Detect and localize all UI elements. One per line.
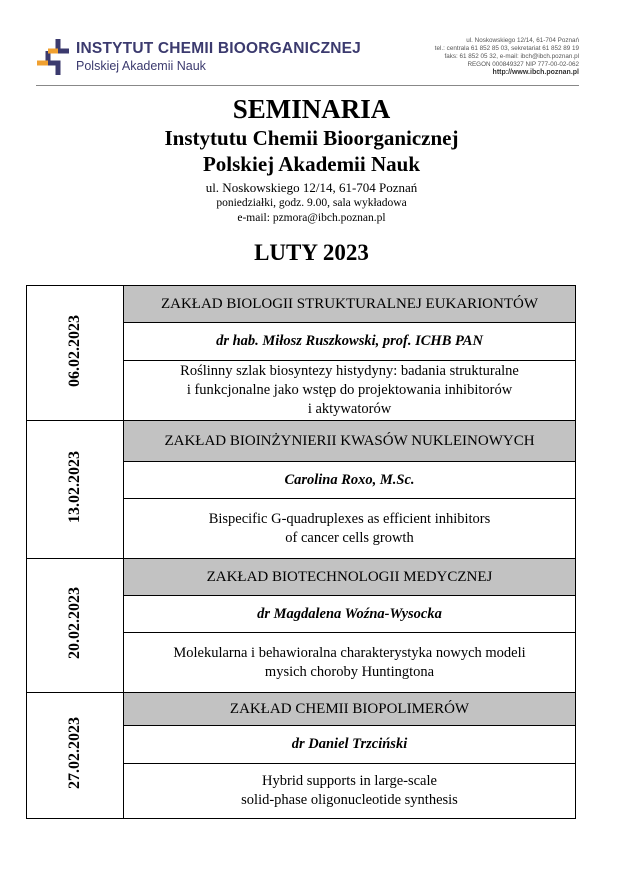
seminar-talk-cell: [124, 499, 576, 559]
title-line-academy: Polskiej Akademii Nauk: [202, 152, 421, 176]
seminar-dept-row: [27, 286, 576, 323]
contact-line: faks: 61 852 05 32, e-mail: ibch@ibch.poznan.pl: [444, 52, 579, 60]
contact-block: [435, 37, 579, 77]
header-divider: [36, 85, 579, 86]
seminar-speaker: Carolina Roxo, M.Sc.: [124, 462, 576, 499]
seminar-date-cell: [27, 286, 124, 421]
seminar-talk-cell: [124, 361, 576, 421]
seminar-talk-cell: [124, 764, 576, 819]
seminar-date-cell: [27, 559, 124, 693]
contact-line: REGON 000849327 NIP 777-00-02-062: [467, 60, 579, 68]
address-line: ul. Noskowskiego 12/14, 61-704 Poznań: [205, 180, 418, 195]
schedule-line: poniedziałki, godz. 9.00, sala wykładowa: [216, 197, 407, 209]
website-link[interactable]: http://www.ibch.poznan.pl: [492, 68, 579, 76]
seminar-speaker: dr Magdalena Woźna-Wysocka: [124, 596, 576, 633]
contact-line: tel.: centrala 61 852 85 03, sekretariat 61 852 89 19: [434, 44, 579, 52]
seminar-dept-row: [27, 693, 576, 726]
seminar-talk-title: Roślinny szlak biosyntezy histydyny: badania strukturalne i funkcjonalne jako wstęp do projektowania inhibitorów i aktywatorów: [180, 363, 519, 417]
seminar-talk-cell: [124, 633, 576, 693]
month-heading: LUTY 2023: [254, 240, 369, 265]
seminar-date-cell: [27, 421, 124, 559]
seminar-date: 20.02.2023: [66, 587, 83, 659]
seminar-talk-title: Bispecific G-quadruplexes as efficient inhibitors of cancer cells growth: [208, 510, 491, 546]
seminar-department: ZAKŁAD BIOINŻYNIERII KWASÓW NUKLEINOWYCH: [124, 421, 576, 462]
title-line-institute: Instytutu Chemii Bioorganicznej: [164, 126, 459, 150]
seminar-talk-title: Hybrid supports in large-scale solid-phase oligonucleotide synthesis: [241, 773, 458, 808]
seminar-speaker: dr hab. Miłosz Ruszkowski, prof. ICHB PAN: [124, 323, 576, 361]
seminar-dept-row: [27, 559, 576, 596]
seminar-date: 06.02.2023: [66, 314, 83, 387]
seminar-dept-row: [27, 421, 576, 462]
seminar-date: 27.02.2023: [66, 717, 83, 789]
seminar-date: 13.02.2023: [66, 451, 83, 523]
institute-logo-icon: [36, 37, 70, 77]
institute-subtitle: Polskiej Akademii Nauk: [76, 59, 206, 73]
institute-name: INSTYTUT CHEMII BIOORGANICZNEJ: [76, 40, 362, 57]
page-title: SEMINARIA: [232, 94, 391, 124]
seminar-date-cell: [27, 693, 124, 819]
email-line: e-mail: pzmora@ibch.poznan.pl: [237, 212, 386, 224]
seminar-department: ZAKŁAD BIOTECHNOLOGII MEDYCZNEJ: [124, 559, 576, 596]
contact-line: ul. Noskowskiego 12/14, 61-704 Poznań: [466, 37, 579, 44]
seminar-speaker: dr Daniel Trzciński: [124, 726, 576, 764]
seminar-department: ZAKŁAD BIOLOGII STRUKTURALNEJ EUKARIONTÓW: [124, 286, 576, 323]
seminar-department: ZAKŁAD CHEMII BIOPOLIMERÓW: [124, 693, 576, 726]
seminar-talk-title: Molekularna i behawioralna charakterystyka nowych modeli mysich choroby Huntingtona: [173, 644, 526, 680]
seminar-table: [26, 285, 576, 819]
